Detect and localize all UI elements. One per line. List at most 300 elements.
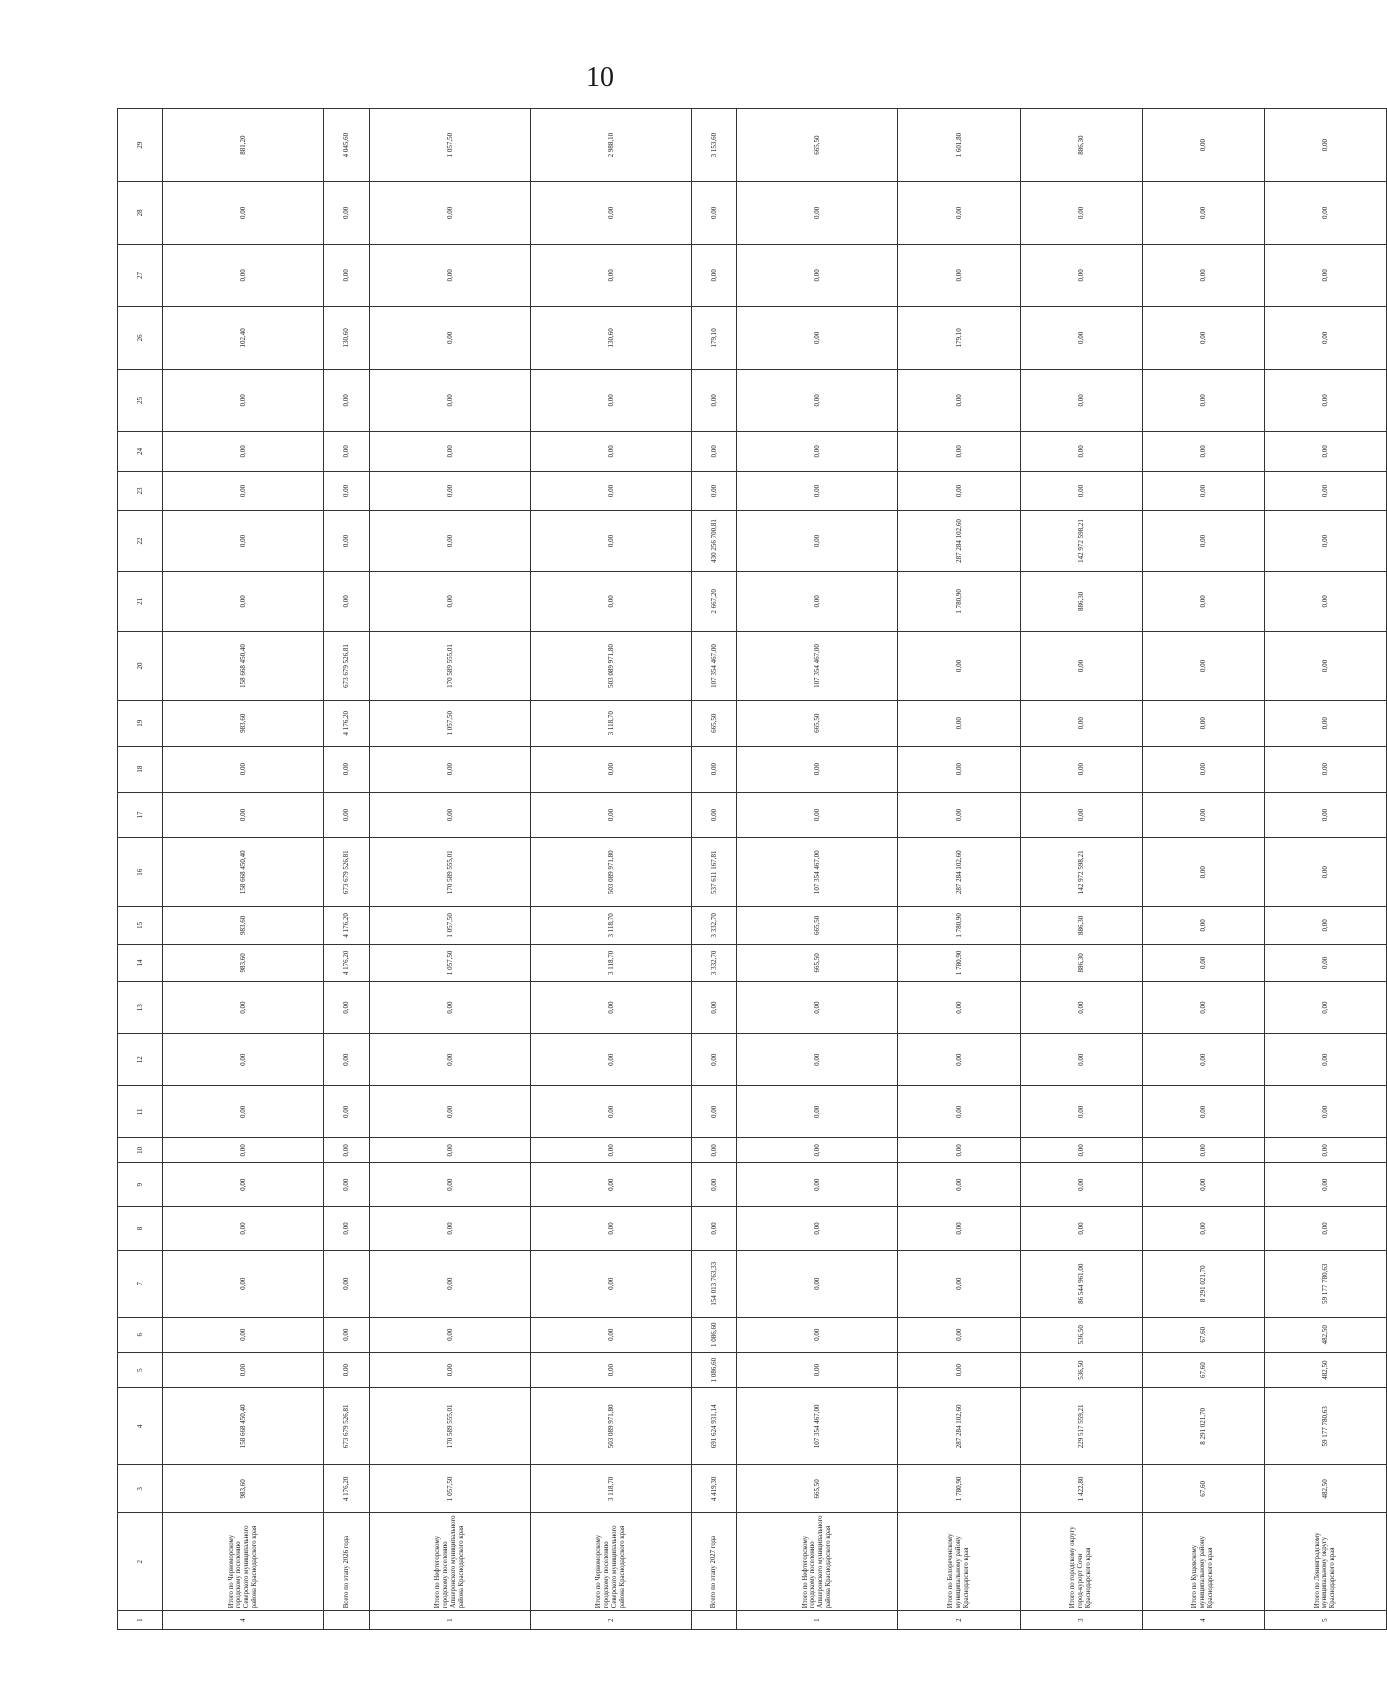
column-header-18: 18	[118, 746, 163, 792]
column-header-14: 14	[118, 944, 163, 982]
cell-col-27: 0,00	[1020, 244, 1142, 307]
column-header-22: 22	[118, 511, 163, 571]
cell-col-23: 0,00	[691, 471, 736, 511]
column-header-13: 13	[118, 982, 163, 1034]
cell-col-13: 0,00	[737, 982, 898, 1034]
cell-col-8: 0,00	[530, 1207, 691, 1251]
header-row	[118, 109, 163, 1630]
cell-col-19: 1 057,50	[369, 700, 530, 746]
cell-col-4: 673 679 526,81	[324, 1388, 369, 1465]
cell-col-17: 0,00	[163, 792, 324, 838]
column-header-20: 20	[118, 632, 163, 701]
cell-col-3: 4 176,20	[324, 1465, 369, 1513]
cell-col-28: 0,00	[898, 182, 1020, 245]
cell-col-6: 482,50	[1264, 1317, 1386, 1352]
cell-col-20: 0,00	[898, 632, 1020, 701]
cell-col-20: 0,00	[1264, 632, 1386, 701]
cell-col-5: 482,50	[1264, 1352, 1386, 1387]
cell-col-15: 1 057,50	[369, 907, 530, 945]
cell-col-6: 0,00	[737, 1317, 898, 1352]
cell-col-21: 0,00	[530, 571, 691, 631]
cell-col-15: 3 332,70	[691, 907, 736, 945]
cell-col-5: 0,00	[369, 1352, 530, 1387]
cell-col-7: 0,00	[324, 1250, 369, 1317]
cell-col-7: 0,00	[369, 1250, 530, 1317]
row-index: 2	[898, 1611, 1020, 1630]
row-label: Итого по Нефтегорскому городскому поселению Апшеронского муниципального района Краснодарского края	[369, 1513, 530, 1611]
cell-col-19: 0,00	[1264, 700, 1386, 746]
cell-col-26: 0,00	[369, 307, 530, 370]
cell-col-25: 0,00	[530, 369, 691, 432]
cell-col-9: 0,00	[1142, 1163, 1264, 1207]
cell-col-20: 673 679 526,81	[324, 632, 369, 701]
cell-col-23: 0,00	[898, 471, 1020, 511]
cell-col-28: 0,00	[163, 182, 324, 245]
cell-col-24: 0,00	[163, 432, 324, 472]
cell-col-15: 0,00	[1142, 907, 1264, 945]
cell-col-12: 0,00	[530, 1034, 691, 1086]
table-row	[1264, 109, 1386, 1630]
cell-col-12: 0,00	[691, 1034, 736, 1086]
cell-col-19: 665,50	[737, 700, 898, 746]
cell-col-7: 8 291 021,70	[1142, 1250, 1264, 1317]
column-header-4: 4	[118, 1388, 163, 1465]
cell-col-7: 154 013 763,33	[691, 1250, 736, 1317]
cell-col-15: 886,30	[1020, 907, 1142, 945]
cell-col-6: 0,00	[324, 1317, 369, 1352]
row-index: 1	[737, 1611, 898, 1630]
cell-col-26: 0,00	[1264, 307, 1386, 370]
cell-col-27: 0,00	[737, 244, 898, 307]
column-header-1: 1	[118, 1611, 163, 1630]
cell-col-10: 0,00	[1142, 1138, 1264, 1163]
cell-col-28: 0,00	[530, 182, 691, 245]
cell-col-6: 67,60	[1142, 1317, 1264, 1352]
cell-col-9: 0,00	[691, 1163, 736, 1207]
cell-col-28: 0,00	[369, 182, 530, 245]
column-header-11: 11	[118, 1086, 163, 1138]
cell-col-29: 881,20	[163, 109, 324, 182]
cell-col-21: 1 780,90	[898, 571, 1020, 631]
row-label: Итого по Белореченскому муниципальному району Краснодарского края	[898, 1513, 1020, 1611]
cell-col-8: 0,00	[691, 1207, 736, 1251]
cell-col-6: 536,50	[1020, 1317, 1142, 1352]
cell-col-14: 886,30	[1020, 944, 1142, 982]
cell-col-25: 0,00	[163, 369, 324, 432]
cell-col-10: 0,00	[163, 1138, 324, 1163]
column-header-26: 26	[118, 307, 163, 370]
cell-col-22: 430 256 700,81	[691, 511, 736, 571]
cell-col-17: 0,00	[1264, 792, 1386, 838]
row-index: 1	[369, 1611, 530, 1630]
cell-col-22: 0,00	[369, 511, 530, 571]
cell-col-24: 0,00	[324, 432, 369, 472]
cell-col-16: 503 089 971,80	[530, 838, 691, 907]
cell-col-27: 0,00	[1142, 244, 1264, 307]
cell-col-16: 0,00	[1264, 838, 1386, 907]
cell-col-10: 0,00	[898, 1138, 1020, 1163]
cell-col-3: 1 057,50	[369, 1465, 530, 1513]
cell-col-6: 0,00	[530, 1317, 691, 1352]
cell-col-13: 0,00	[1142, 982, 1264, 1034]
cell-col-22: 0,00	[1264, 511, 1386, 571]
cell-col-15: 0,00	[1264, 907, 1386, 945]
cell-col-21: 0,00	[163, 571, 324, 631]
cell-col-26: 179,10	[898, 307, 1020, 370]
table-row	[163, 109, 324, 1630]
cell-col-12: 0,00	[1264, 1034, 1386, 1086]
cell-col-24: 0,00	[1264, 432, 1386, 472]
cell-col-13: 0,00	[1020, 982, 1142, 1034]
cell-col-15: 983,60	[163, 907, 324, 945]
cell-col-13: 0,00	[163, 982, 324, 1034]
cell-col-24: 0,00	[737, 432, 898, 472]
cell-col-19: 4 176,20	[324, 700, 369, 746]
table-row	[530, 109, 691, 1630]
cell-col-20: 158 668 450,40	[163, 632, 324, 701]
cell-col-9: 0,00	[369, 1163, 530, 1207]
cell-col-5: 536,50	[1020, 1352, 1142, 1387]
cell-col-23: 0,00	[369, 471, 530, 511]
cell-col-15: 1 780,90	[898, 907, 1020, 945]
cell-col-28: 0,00	[1264, 182, 1386, 245]
row-label: Итого по Черноморскому городскому поселению Северского муниципального района Краснодарского края	[163, 1513, 324, 1611]
cell-col-7: 59 177 780,63	[1264, 1250, 1386, 1317]
row-label: Итого по Ленинградскому муниципальному округу Краснодарского края	[1264, 1513, 1386, 1611]
cell-col-22: 0,00	[737, 511, 898, 571]
cell-col-27: 0,00	[1264, 244, 1386, 307]
table-row	[369, 109, 530, 1630]
cell-col-3: 3 118,70	[530, 1465, 691, 1513]
cell-col-3: 1 780,90	[898, 1465, 1020, 1513]
cell-col-16: 673 679 526,81	[324, 838, 369, 907]
cell-col-14: 983,60	[163, 944, 324, 982]
cell-col-19: 0,00	[1142, 700, 1264, 746]
cell-col-29: 0,00	[1142, 109, 1264, 182]
cell-col-4: 503 089 971,80	[530, 1388, 691, 1465]
cell-col-21: 0,00	[737, 571, 898, 631]
table-row	[1020, 109, 1142, 1630]
cell-col-29: 2 988,10	[530, 109, 691, 182]
cell-col-27: 0,00	[691, 244, 736, 307]
data-table	[117, 108, 1387, 1630]
cell-col-11: 0,00	[530, 1086, 691, 1138]
cell-col-4: 8 291 021,70	[1142, 1388, 1264, 1465]
cell-col-10: 0,00	[737, 1138, 898, 1163]
cell-col-26: 130,60	[530, 307, 691, 370]
cell-col-17: 0,00	[1142, 792, 1264, 838]
cell-col-5: 0,00	[324, 1352, 369, 1387]
cell-col-12: 0,00	[737, 1034, 898, 1086]
cell-col-25: 0,00	[1020, 369, 1142, 432]
cell-col-9: 0,00	[530, 1163, 691, 1207]
column-header-3: 3	[118, 1465, 163, 1513]
cell-col-14: 3 118,70	[530, 944, 691, 982]
column-header-7: 7	[118, 1250, 163, 1317]
cell-col-8: 0,00	[1020, 1207, 1142, 1251]
cell-col-3: 1 422,80	[1020, 1465, 1142, 1513]
column-header-27: 27	[118, 244, 163, 307]
cell-col-8: 0,00	[324, 1207, 369, 1251]
cell-col-13: 0,00	[898, 982, 1020, 1034]
cell-col-3: 482,50	[1264, 1465, 1386, 1513]
cell-col-9: 0,00	[1264, 1163, 1386, 1207]
column-header-10: 10	[118, 1138, 163, 1163]
cell-col-10: 0,00	[1264, 1138, 1386, 1163]
cell-col-26: 0,00	[1142, 307, 1264, 370]
row-label: Итого по Черноморскому городскому поселению Северского муниципального района Краснодарского края	[530, 1513, 691, 1611]
cell-col-20: 503 089 971,80	[530, 632, 691, 701]
cell-col-11: 0,00	[163, 1086, 324, 1138]
cell-col-29: 0,00	[1264, 109, 1386, 182]
cell-col-5: 0,00	[737, 1352, 898, 1387]
cell-col-18: 0,00	[530, 746, 691, 792]
cell-col-23: 0,00	[324, 471, 369, 511]
cell-col-17: 0,00	[898, 792, 1020, 838]
cell-col-8: 0,00	[898, 1207, 1020, 1251]
table-row	[691, 109, 736, 1630]
cell-col-11: 0,00	[737, 1086, 898, 1138]
cell-col-13: 0,00	[530, 982, 691, 1034]
cell-col-13: 0,00	[324, 982, 369, 1034]
page-number: 10	[586, 62, 614, 93]
cell-col-21: 886,30	[1020, 571, 1142, 631]
cell-col-17: 0,00	[324, 792, 369, 838]
cell-col-21: 0,00	[369, 571, 530, 631]
cell-col-27: 0,00	[530, 244, 691, 307]
cell-col-23: 0,00	[163, 471, 324, 511]
cell-col-16: 287 284 102,60	[898, 838, 1020, 907]
cell-col-11: 0,00	[1020, 1086, 1142, 1138]
cell-col-18: 0,00	[737, 746, 898, 792]
cell-col-7: 0,00	[737, 1250, 898, 1317]
cell-col-29: 4 045,60	[324, 109, 369, 182]
cell-col-22: 0,00	[530, 511, 691, 571]
cell-col-22: 0,00	[1142, 511, 1264, 571]
cell-col-6: 0,00	[163, 1317, 324, 1352]
cell-col-26: 102,40	[163, 307, 324, 370]
cell-col-5: 0,00	[898, 1352, 1020, 1387]
cell-col-17: 0,00	[691, 792, 736, 838]
cell-col-13: 0,00	[369, 982, 530, 1034]
cell-col-14: 1 057,50	[369, 944, 530, 982]
cell-col-15: 3 118,70	[530, 907, 691, 945]
cell-col-7: 0,00	[530, 1250, 691, 1317]
cell-col-8: 0,00	[369, 1207, 530, 1251]
cell-col-14: 1 780,90	[898, 944, 1020, 982]
cell-col-17: 0,00	[530, 792, 691, 838]
cell-col-25: 0,00	[324, 369, 369, 432]
column-header-15: 15	[118, 907, 163, 945]
cell-col-7: 0,00	[163, 1250, 324, 1317]
cell-col-10: 0,00	[324, 1138, 369, 1163]
column-header-29: 29	[118, 109, 163, 182]
cell-col-5: 67,60	[1142, 1352, 1264, 1387]
cell-col-14: 4 176,20	[324, 944, 369, 982]
cell-col-4: 107 354 467,00	[737, 1388, 898, 1465]
cell-col-18: 0,00	[163, 746, 324, 792]
cell-col-29: 1 057,50	[369, 109, 530, 182]
cell-col-14: 0,00	[1264, 944, 1386, 982]
cell-col-11: 0,00	[324, 1086, 369, 1138]
cell-col-17: 0,00	[1020, 792, 1142, 838]
cell-col-4: 229 517 559,21	[1020, 1388, 1142, 1465]
cell-col-25: 0,00	[1264, 369, 1386, 432]
cell-col-7: 0,00	[898, 1250, 1020, 1317]
column-header-25: 25	[118, 369, 163, 432]
cell-col-3: 67,60	[1142, 1465, 1264, 1513]
cell-col-9: 0,00	[1020, 1163, 1142, 1207]
cell-col-20: 0,00	[1142, 632, 1264, 701]
cell-col-16: 170 589 555,01	[369, 838, 530, 907]
row-index: 4	[163, 1611, 324, 1630]
cell-col-25: 0,00	[737, 369, 898, 432]
cell-col-11: 0,00	[1264, 1086, 1386, 1138]
cell-col-11: 0,00	[898, 1086, 1020, 1138]
cell-col-25: 0,00	[369, 369, 530, 432]
cell-col-15: 665,50	[737, 907, 898, 945]
cell-col-14: 665,50	[737, 944, 898, 982]
cell-col-28: 0,00	[1142, 182, 1264, 245]
cell-col-23: 0,00	[737, 471, 898, 511]
cell-col-22: 142 972 598,21	[1020, 511, 1142, 571]
cell-col-26: 0,00	[1020, 307, 1142, 370]
cell-col-18: 0,00	[1020, 746, 1142, 792]
cell-col-29: 3 153,60	[691, 109, 736, 182]
row-label: Итого по городскому округу город-курорт Сочи Краснодарского края	[1020, 1513, 1142, 1611]
cell-col-10: 0,00	[369, 1138, 530, 1163]
cell-col-19: 665,50	[691, 700, 736, 746]
cell-col-23: 0,00	[1264, 471, 1386, 511]
cell-col-25: 0,00	[691, 369, 736, 432]
cell-col-8: 0,00	[163, 1207, 324, 1251]
cell-col-23: 0,00	[1142, 471, 1264, 511]
cell-col-14: 0,00	[1142, 944, 1264, 982]
cell-col-19: 983,60	[163, 700, 324, 746]
cell-col-14: 3 332,70	[691, 944, 736, 982]
row-index: 2	[530, 1611, 691, 1630]
cell-col-25: 0,00	[898, 369, 1020, 432]
cell-col-23: 0,00	[1020, 471, 1142, 511]
row-index: 4	[1142, 1611, 1264, 1630]
column-header-16: 16	[118, 838, 163, 907]
cell-col-11: 0,00	[1142, 1086, 1264, 1138]
rotated-table	[117, 108, 1387, 1630]
cell-col-16: 142 972 598,21	[1020, 838, 1142, 907]
table-row	[324, 109, 369, 1630]
cell-col-25: 0,00	[1142, 369, 1264, 432]
row-index	[691, 1611, 736, 1630]
column-header-21: 21	[118, 571, 163, 631]
column-header-24: 24	[118, 432, 163, 472]
cell-col-18: 0,00	[324, 746, 369, 792]
cell-col-24: 0,00	[691, 432, 736, 472]
cell-col-12: 0,00	[369, 1034, 530, 1086]
table-row	[898, 109, 1020, 1630]
cell-col-10: 0,00	[530, 1138, 691, 1163]
cell-col-8: 0,00	[1142, 1207, 1264, 1251]
cell-col-18: 0,00	[898, 746, 1020, 792]
cell-col-8: 0,00	[1264, 1207, 1386, 1251]
cell-col-20: 0,00	[1020, 632, 1142, 701]
row-label: Итого по Кущевскому муниципальному району Краснодарского края	[1142, 1513, 1264, 1611]
cell-col-29: 665,50	[737, 109, 898, 182]
cell-col-24: 0,00	[1142, 432, 1264, 472]
cell-col-28: 0,00	[1020, 182, 1142, 245]
cell-col-10: 0,00	[691, 1138, 736, 1163]
cell-col-19: 3 118,70	[530, 700, 691, 746]
cell-col-17: 0,00	[737, 792, 898, 838]
column-header-5: 5	[118, 1352, 163, 1387]
table-frame	[117, 108, 1387, 1630]
cell-col-9: 0,00	[324, 1163, 369, 1207]
cell-col-9: 0,00	[898, 1163, 1020, 1207]
cell-col-19: 0,00	[898, 700, 1020, 746]
row-label: Всего по этапу 2027 года	[691, 1513, 736, 1611]
cell-col-24: 0,00	[369, 432, 530, 472]
table-row	[737, 109, 898, 1630]
cell-col-9: 0,00	[737, 1163, 898, 1207]
cell-col-3: 983,60	[163, 1465, 324, 1513]
row-index: 5	[1264, 1611, 1386, 1630]
cell-col-24: 0,00	[898, 432, 1020, 472]
cell-col-12: 0,00	[898, 1034, 1020, 1086]
cell-col-16: 107 354 467,00	[737, 838, 898, 907]
row-index	[324, 1611, 369, 1630]
cell-col-18: 0,00	[1142, 746, 1264, 792]
table-row	[1142, 109, 1264, 1630]
column-header-2: 2	[118, 1513, 163, 1611]
cell-col-18: 0,00	[691, 746, 736, 792]
cell-col-26: 0,00	[737, 307, 898, 370]
cell-col-27: 0,00	[369, 244, 530, 307]
cell-col-5: 0,00	[530, 1352, 691, 1387]
cell-col-27: 0,00	[324, 244, 369, 307]
row-label: Всего по этапу 2026 года	[324, 1513, 369, 1611]
column-header-6: 6	[118, 1317, 163, 1352]
cell-col-11: 0,00	[369, 1086, 530, 1138]
cell-col-4: 287 284 102,60	[898, 1388, 1020, 1465]
column-header-28: 28	[118, 182, 163, 245]
column-header-17: 17	[118, 792, 163, 838]
cell-col-12: 0,00	[1142, 1034, 1264, 1086]
cell-col-21: 0,00	[1264, 571, 1386, 631]
cell-col-17: 0,00	[369, 792, 530, 838]
cell-col-6: 0,00	[369, 1317, 530, 1352]
column-header-12: 12	[118, 1034, 163, 1086]
cell-col-5: 1 086,60	[691, 1352, 736, 1387]
cell-col-26: 179,10	[691, 307, 736, 370]
column-header-19: 19	[118, 700, 163, 746]
cell-col-18: 0,00	[369, 746, 530, 792]
cell-col-20: 170 589 555,01	[369, 632, 530, 701]
column-header-23: 23	[118, 471, 163, 511]
column-header-9: 9	[118, 1163, 163, 1207]
cell-col-12: 0,00	[324, 1034, 369, 1086]
cell-col-26: 130,60	[324, 307, 369, 370]
cell-col-6: 1 086,60	[691, 1317, 736, 1352]
cell-col-24: 0,00	[530, 432, 691, 472]
cell-col-12: 0,00	[1020, 1034, 1142, 1086]
cell-col-13: 0,00	[691, 982, 736, 1034]
cell-col-20: 107 354 467,00	[737, 632, 898, 701]
cell-col-10: 0,00	[1020, 1138, 1142, 1163]
cell-col-21: 0,00	[324, 571, 369, 631]
cell-col-9: 0,00	[163, 1163, 324, 1207]
cell-col-3: 4 419,30	[691, 1465, 736, 1513]
cell-col-21: 0,00	[1142, 571, 1264, 631]
cell-col-3: 665,50	[737, 1465, 898, 1513]
